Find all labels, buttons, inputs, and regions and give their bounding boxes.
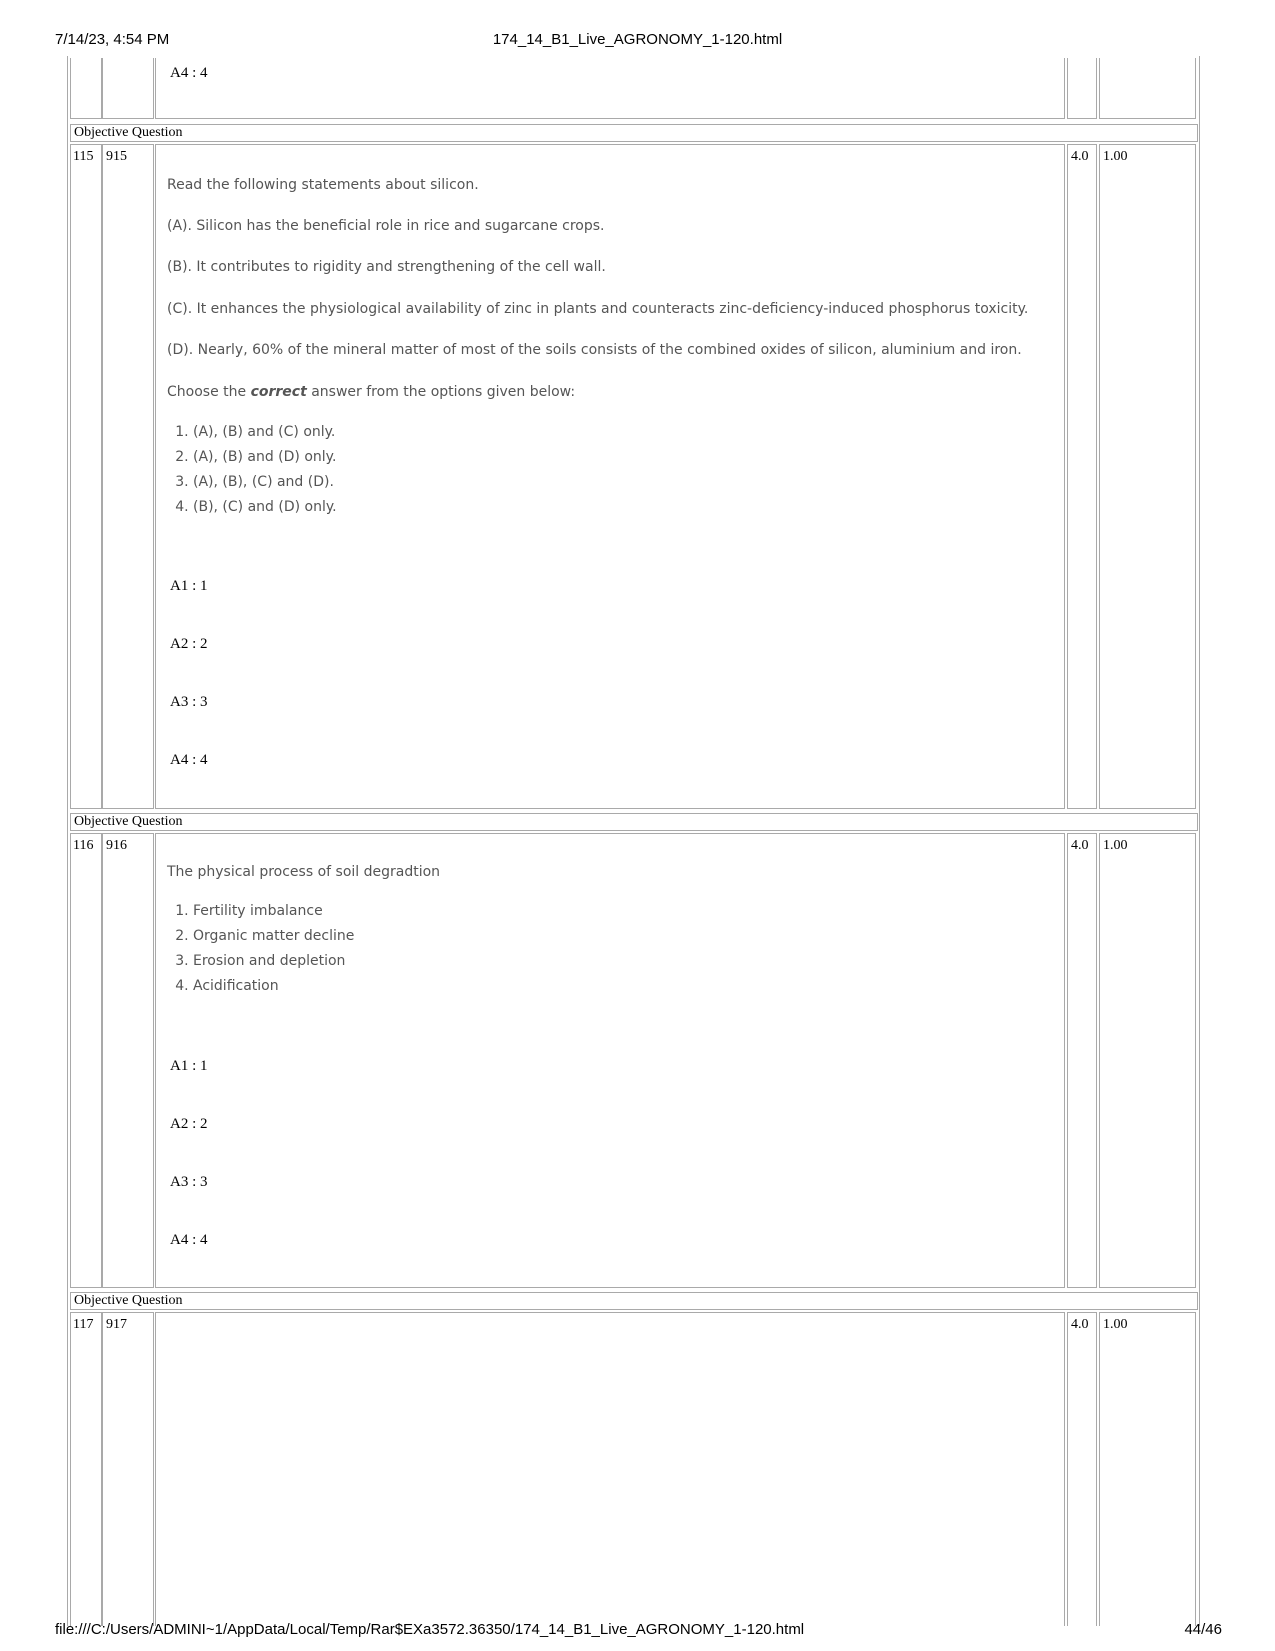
option-item: 2. Organic matter decline (193, 924, 354, 949)
serial-number: 116 (73, 838, 94, 853)
file-path: file:///C:/Users/ADMINI~1/AppData/Local/Temp/Rar$EXa3572.36350/174_14_B1_Live_AGRONOMY_1-120.html (55, 1621, 805, 1638)
option-list (167, 899, 354, 999)
option-item: 3. Erosion and depletion (193, 949, 354, 974)
question-stem: Read the following statements about silicon. (167, 177, 479, 193)
marks: 4.0 (1071, 149, 1089, 164)
option-item: 2. (A), (B) and (D) only. (193, 445, 337, 470)
statement-d: (D). Nearly, 60% of the mineral matter of most of the soils consists of the combined oxides of silicon, aluminium and iron. (167, 342, 1022, 358)
answer-option: A3 : 3 (170, 1174, 208, 1190)
option-item: 4. Acidification (193, 974, 354, 999)
prev-answer-option: A4 : 4 (170, 65, 208, 81)
negative-marks: 1.00 (1103, 838, 1128, 853)
serial-number: 115 (73, 149, 94, 164)
statement-a: (A). Silicon has the beneficial role in rice and sugarcane crops. (167, 218, 605, 234)
question-stem: The physical process of soil degradtion (167, 864, 441, 880)
section-label: Objective Question (70, 1292, 1198, 1310)
statement-b: (B). It contributes to rigidity and strengthening of the cell wall. (167, 259, 606, 275)
answer-option: A4 : 4 (170, 1232, 208, 1248)
answer-option: A1 : 1 (170, 1058, 208, 1074)
question-id: 916 (106, 838, 127, 853)
answer-option: A1 : 1 (170, 578, 208, 594)
answer-option: A4 : 4 (170, 752, 208, 768)
option-item: 1. (A), (B) and (C) only. (193, 420, 337, 445)
question-id: 917 (106, 1317, 127, 1332)
negative-marks: 1.00 (1103, 1317, 1128, 1332)
section-label: Objective Question (70, 813, 1198, 831)
document-title: 174_14_B1_Live_AGRONOMY_1-120.html (492, 31, 783, 48)
answer-option: A3 : 3 (170, 694, 208, 710)
option-list (167, 420, 337, 520)
print-datetime: 7/14/23, 4:54 PM (55, 31, 170, 48)
option-item: 4. (B), (C) and (D) only. (193, 495, 337, 520)
answer-option: A2 : 2 (170, 636, 208, 652)
answer-option: A2 : 2 (170, 1116, 208, 1132)
statement-c: (C). It enhances the physiological availability of zinc in plants and counteracts zinc-deficiency-induced phosphorus toxicity. (167, 301, 1029, 317)
question-id: 915 (106, 149, 127, 164)
section-label: Objective Question (70, 124, 1198, 142)
marks: 4.0 (1071, 1317, 1089, 1332)
page-number: 44/46 (1184, 1621, 1222, 1638)
choose-instruction: Choose the correct answer from the options given below: (167, 384, 576, 400)
serial-number: 117 (73, 1317, 94, 1332)
option-item: 3. (A), (B), (C) and (D). (193, 470, 337, 495)
option-item: 1. Fertility imbalance (193, 899, 354, 924)
negative-marks: 1.00 (1103, 149, 1128, 164)
marks: 4.0 (1071, 838, 1089, 853)
